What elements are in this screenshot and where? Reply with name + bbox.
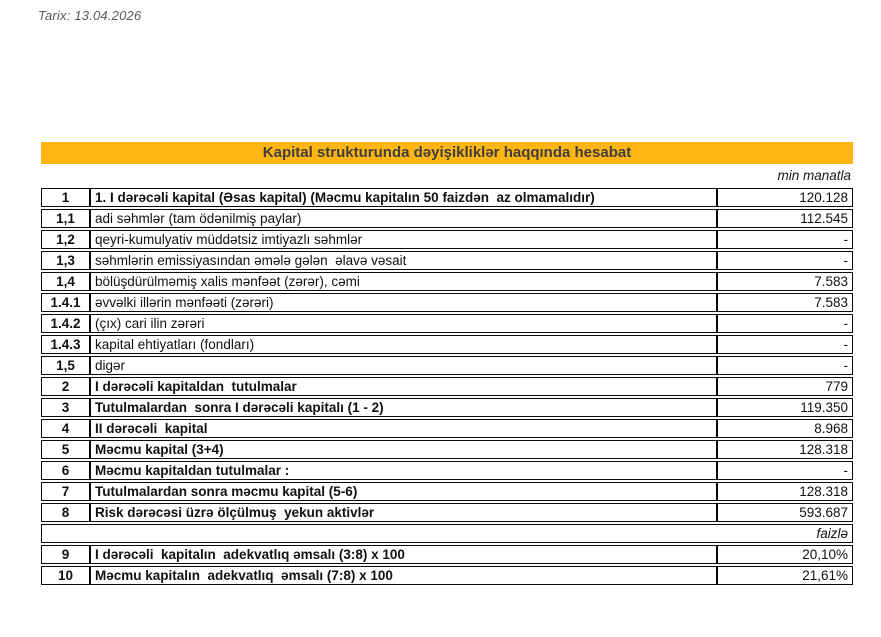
percent-note: faizlə [41,524,853,543]
row-number: 5 [41,440,90,459]
row-value: 8.968 [717,419,853,438]
row-number: 1,1 [41,209,90,228]
row-label: I dərəcəli kapitalın adekvatlıq əmsalı (3:8) x 100 [90,545,717,564]
table-row [41,524,853,543]
table-row [41,461,853,480]
row-value: 120.128 [717,188,853,207]
date-label: Tarix: 13.04.2026 [38,8,142,23]
row-value: 779 [717,377,853,396]
row-value: - [717,230,853,249]
row-value: - [717,356,853,375]
table-row [41,293,853,312]
row-value: 7.583 [717,272,853,291]
row-number: 1.4.2 [41,314,90,333]
table-row [41,377,853,396]
row-number: 8 [41,503,90,522]
row-label: bölüşdürülməmiş xalis mənfəət (zərər), cəmi [90,272,717,291]
row-number: 1,4 [41,272,90,291]
row-label: II dərəcəli kapital [90,419,717,438]
table-row [41,503,853,522]
row-value: 112.545 [717,209,853,228]
row-label: digər [90,356,717,375]
row-number: 10 [41,566,90,585]
table-row [41,566,853,585]
row-number: 7 [41,482,90,501]
row-value: 20,10% [717,545,853,564]
row-label: Tutulmalardan sonra məcmu kapital (5-6) [90,482,717,501]
row-label: Tutulmalardan sonra I dərəcəli kapitalı (1 - 2) [90,398,717,417]
table-row [41,251,853,270]
row-number: 4 [41,419,90,438]
row-value: 21,61% [717,566,853,585]
row-value: 119.350 [717,398,853,417]
row-number: 3 [41,398,90,417]
table-row [41,230,853,249]
table-row [41,356,853,375]
row-label: qeyri-kumulyativ müddətsiz imtiyazlı səhmlər [90,230,717,249]
table-row [41,398,853,417]
row-label: əvvəlki illərin mənfəəti (zərəri) [90,293,717,312]
row-number: 1 [41,188,90,207]
row-value: 593.687 [717,503,853,522]
row-value: 128.318 [717,440,853,459]
row-label: kapital ehtiyatları (fondları) [90,335,717,354]
unit-note: min manatla [777,168,851,183]
row-label: (çıx) cari ilin zərəri [90,314,717,333]
row-number: 1,5 [41,356,90,375]
row-number: 1,2 [41,230,90,249]
row-label: Məcmu kapitaldan tutulmalar : [90,461,717,480]
table-row [41,545,853,564]
row-number: 1,3 [41,251,90,270]
row-label: I dərəcəli kapitaldan tutulmalar [90,377,717,396]
row-label: Məcmu kapitalın adekvatlıq əmsalı (7:8) x 100 [90,566,717,585]
row-value: - [717,314,853,333]
row-value: - [717,251,853,270]
table-row [41,272,853,291]
row-label: 1. I dərəcəli kapital (Əsas kapital) (Məcmu kapitalın 50 faizdən az olmamalıdır) [90,188,717,207]
table-row [41,482,853,501]
table-row [41,314,853,333]
table-row [41,188,853,207]
row-number: 9 [41,545,90,564]
table-row [41,419,853,438]
row-label: səhmlərin emissiyasından əmələ gələn əlavə vəsait [90,251,717,270]
row-value: 128.318 [717,482,853,501]
row-value: - [717,461,853,480]
row-label: Məcmu kapital (3+4) [90,440,717,459]
report-section [41,142,853,587]
report-title: Kapital strukturunda dəyişikliklər haqqında hesabat [41,142,853,164]
table-body [41,188,853,585]
table-row [41,335,853,354]
row-number: 1.4.3 [41,335,90,354]
row-label: Risk dərəcəsi üzrə ölçülmuş yekun aktivlər [90,503,717,522]
table-row [41,209,853,228]
row-label: adi səhmlər (tam ödənilmiş paylar) [90,209,717,228]
capital-structure-table [41,186,853,587]
row-number: 6 [41,461,90,480]
row-value: 7.583 [717,293,853,312]
row-number: 1.4.1 [41,293,90,312]
table-row [41,440,853,459]
row-value: - [717,335,853,354]
row-number: 2 [41,377,90,396]
